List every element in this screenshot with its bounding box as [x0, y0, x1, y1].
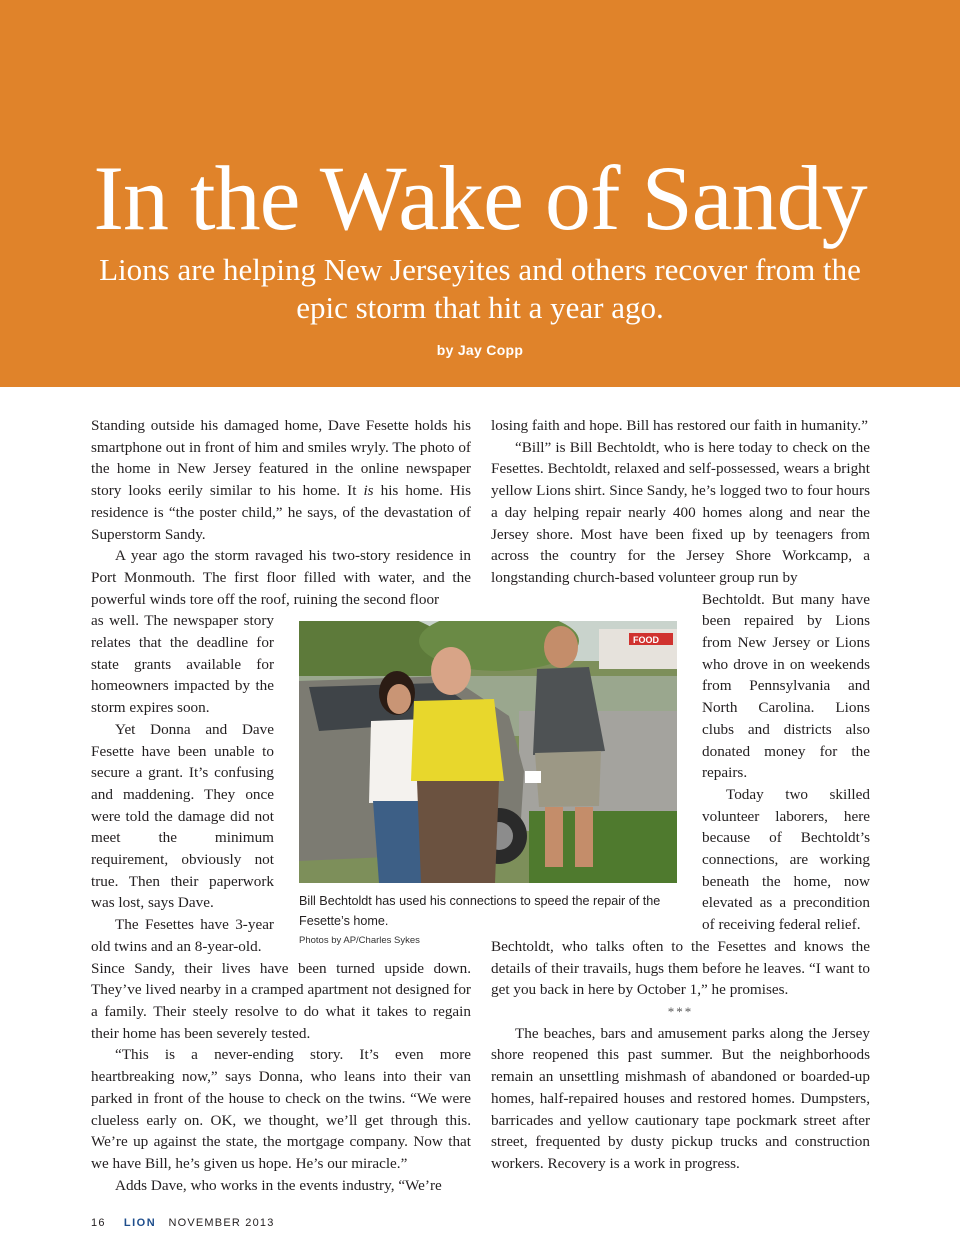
paragraph: losing faith and hope. Bill has restored our faith in humanity.”: [491, 417, 868, 434]
article-subtitle: Lions are helping New Jerseyites and others recover from the epic storm that hit a year ago.: [99, 252, 861, 325]
paragraph: Standing outside his damaged home, Dave Fesette holds his smartphone out in front of him and smiles wryly. The photo of the home in New Jersey featured in the online newspaper story looks eerily similar to his home. It is his home. His residence is “the poster child,” he says, of the devastation of Superstorm Sandy.: [91, 417, 471, 543]
paragraph: “Bill” is Bill Bechtoldt, who is here today to check on the Fesettes. Bechtoldt, relaxed and self-possessed, wears a bright yellow Lions shirt. Since Sandy, he’s logged two to four hours a day helping repair nearly 400 homes along and near the Jersey shore. Most have been fixed up by teenagers from across the country for the Jersey Shore Workcamp, a longstanding church-based volunteer group run by: [491, 438, 870, 586]
paragraph: “This is a never-ending story. It’s even more heartbreaking now,” says Donna, who leans into their van parked in front of the house to check on the twins. “We were clueless early on. OK, we thought, we’ll get through this. We’re up against the state, the mortgage company. Now that we have Bill, he’s given us hope. He’s our miracle.”: [91, 1046, 471, 1172]
section-separator: ***: [667, 1003, 694, 1019]
title-banner: [0, 0, 960, 387]
text-wrap-right: [702, 589, 870, 936]
article-title: In the Wake of Sandy: [93, 147, 867, 249]
paragraph: Bechtoldt. But many have been repaired by Lions from New Jersey or Lions who drove in on weekends from Pennsylvania and North Carolina. Lions clubs and districts also donated money for the repairs.: [702, 590, 870, 782]
page-footer: [91, 1217, 275, 1229]
paragraph: Yet Donna and Dave Fesette have been unable to secure a grant. It’s confusing and maddening. They once were told the damage did not meet the minimum requirement, obviously not true. Then their paperwork was lost, says Dave.: [91, 720, 274, 912]
text-block: [91, 958, 471, 1197]
text-wrap-left: [91, 610, 274, 957]
paragraph: The beaches, bars and amusement parks along the Jersey shore reopened this past summer. But the neighborhoods remain an unsettling mishmash of abandoned or boarded-up homes, half-repaired houses and restored homes. Dumpsters, barricades and yellow cautionary tape pockmark street after street, frequented by dusty pickup trucks and construction workers. Recovery is a work in progress.: [491, 1024, 870, 1172]
paragraph: Bechtoldt, who talks often to the Fesettes and knows the details of their travails, hugs them before he leaves. “I want to get you back in here by October 1,” he promises.: [491, 937, 870, 999]
paragraph: The Fesettes have 3-year old twins and an 8-year-old.: [91, 916, 274, 955]
paragraph: as well. The newspaper story relates that the deadline for state grants available for homeowners impacted by the storm expires soon.: [91, 612, 274, 717]
article-byline: by Jay Copp: [436, 342, 524, 358]
photo-caption: Bill Bechtoldt has used his connections to speed the repair of the Fesette’s home.: [299, 894, 661, 928]
article-photo: [299, 621, 677, 883]
page-number: 16: [91, 1217, 106, 1229]
paragraph: Today two skilled volunteer laborers, here because of Bechtoldt’s connections, are working beneath the home, now elevated as a precondition of receiving federal relief.: [702, 785, 870, 934]
paragraph: Adds Dave, who works in the events industry, “We’re: [115, 1176, 442, 1194]
photo-illustration: [299, 621, 677, 883]
paragraph: A year ago the storm ravaged his two-story residence in Port Monmouth. The first floor filled with water, and the powerful winds tore off the roof, ruining the second floor: [91, 547, 471, 608]
photo-credit: Photos by AP/Charles Sykes: [299, 935, 420, 946]
paragraph: Since Sandy, their lives have been turned upside down. They’ve lived nearby in a cramped apartment not designed for a family. Their steely resolve to do what it takes to regain their home has been severely tested.: [91, 959, 471, 1042]
store-sign: FOOD: [633, 635, 659, 645]
magazine-name: LION: [123, 1217, 157, 1229]
issue-date: NOVEMBER 2013: [168, 1217, 275, 1229]
